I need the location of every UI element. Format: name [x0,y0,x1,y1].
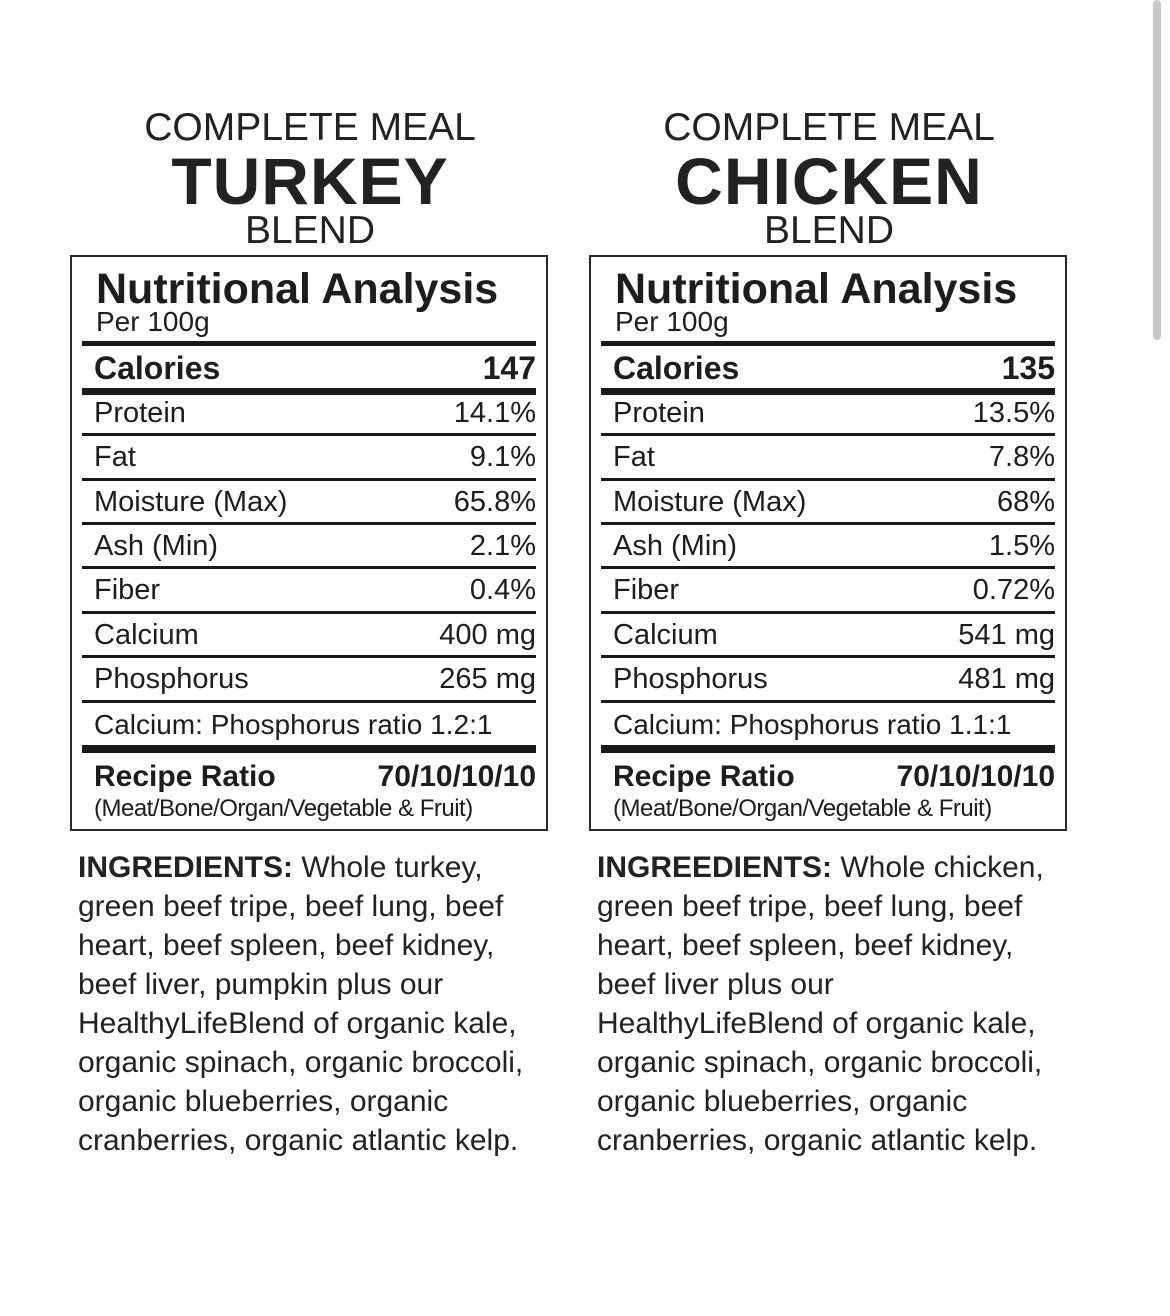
nutrient-row [94,393,536,433]
rule [82,655,536,658]
nutrient-value: 481 mg [958,663,1055,695]
rule [601,655,1055,658]
recipe-ratio-note: (Meat/Bone/Organ/Vegetable & Fruit) [94,795,473,822]
heading-protein: CHICKEN [675,144,983,218]
rule [82,700,536,703]
nutrient-row [94,659,536,699]
recipe-ratio-label: Recipe Ratio [94,760,276,793]
nutrient-label: Moisture (Max) [613,486,807,518]
nutrient-value: 9.1% [469,441,536,473]
nutrient-label: Ash (Min) [613,530,738,562]
nutrient-value: 265 mg [439,663,536,695]
heading-blend: BLEND [244,209,376,252]
rule-thick [82,745,536,753]
heading-complete-meal: COMPLETE MEAL [144,106,476,149]
nutrient-value: 0.72% [972,574,1055,606]
ca-p-ratio: Calcium: Phosphorus ratio 1.1:1 [613,709,1012,740]
nutrition-label [70,255,548,831]
rule [601,522,1055,525]
nutrient-value: 65.8% [453,486,536,518]
recipe-ratio-label: Recipe Ratio [613,760,795,793]
calories-value: 147 [482,350,536,386]
calories-row [94,348,536,388]
rule [82,522,536,525]
calories-label: Calories [94,350,221,386]
heading-blend: BLEND [763,209,895,252]
rule [601,700,1055,703]
nutrient-value: 13.5% [972,397,1055,429]
nutrition-label [589,255,1067,831]
rule-thick [82,341,536,346]
ca-p-ratio: Calcium: Phosphorus ratio 1.2:1 [94,709,493,740]
ingredients [78,848,548,1160]
nutrient-row [613,393,1055,433]
nutrient-value: 14.1% [453,397,536,429]
nutrient-row [94,526,536,566]
nutrient-value: 400 mg [439,619,536,651]
nutrient-label: Protein [613,397,705,429]
nutrient-value: 68% [996,486,1055,518]
scrollbar[interactable] [1153,0,1161,340]
heading-protein: TURKEY [171,144,449,218]
nutrient-value: 7.8% [988,441,1055,473]
nutrient-row [613,659,1055,699]
nutrient-label: Calcium [613,619,718,651]
recipe-ratio-note: (Meat/Bone/Organ/Vegetable & Fruit) [613,795,992,822]
nutrient-value: 541 mg [958,619,1055,651]
nutrient-row [94,482,536,522]
calories-row [613,348,1055,388]
rule [601,478,1055,481]
rule-thick [601,341,1055,346]
ingredients-label: INGREDIENTS: [78,851,294,884]
rule [601,433,1055,436]
rule-thick [601,745,1055,753]
nutrient-row [613,526,1055,566]
nutrient-row [613,570,1055,610]
rule [82,611,536,614]
recipe-ratio-row [94,757,536,797]
nutrient-label: Moisture (Max) [94,486,288,518]
rule [82,433,536,436]
nutrient-row [613,615,1055,655]
recipe-ratio-value: 70/10/10/10 [377,760,536,793]
nutrient-label: Protein [94,397,186,429]
ingredients-text: Whole turkey, green beef tripe, beef lung, beef heart, beef spleen, beef kidney, beef liver, pumpkin plus our HealthyLifeBlend of organic kale, organic spinach, organic broccoli, organic blueberries, organic cranberries, organic atlantic kelp. [78,851,524,1157]
nutrient-label: Ash (Min) [94,530,219,562]
ingredients [597,848,1067,1160]
nutrient-row [94,615,536,655]
calories-value: 135 [1001,350,1055,386]
nutrient-label: Calcium [94,619,199,651]
nutrition-title: Nutritional Analysis [615,265,1018,313]
nutrient-label: Fiber [613,574,680,606]
nutrient-row [613,437,1055,477]
nutrient-row [613,482,1055,522]
rule [601,566,1055,569]
nutrient-label: Phosphorus [94,663,249,695]
heading-complete-meal: COMPLETE MEAL [663,106,995,149]
nutrient-value: 0.4% [469,574,536,606]
recipe-ratio-row [613,757,1055,797]
nutrient-label: Fiber [94,574,161,606]
nutrient-label: Fat [613,441,655,473]
ingredients-label: INGREEDIENTS: [597,851,833,884]
nutrition-per: Per 100g [96,306,210,337]
nutrient-value: 1.5% [988,530,1055,562]
nutrient-label: Fat [94,441,136,473]
ingredients-text: Whole chicken, green beef tripe, beef lung, beef heart, beef spleen, beef kidney, beef liver plus our HealthyLifeBlend of organic kale, organic spinach, organic broccoli, organic blueberries, organic cranberries, organic atlantic kelp. [597,851,1044,1157]
rule [82,566,536,569]
nutrient-label: Phosphorus [613,663,768,695]
rule [82,478,536,481]
nutrient-row [94,570,536,610]
calories-label: Calories [613,350,740,386]
rule [601,611,1055,614]
recipe-ratio-value: 70/10/10/10 [896,760,1055,793]
nutrition-per: Per 100g [615,306,729,337]
nutrition-title: Nutritional Analysis [96,265,499,313]
nutrient-row [94,437,536,477]
nutrient-value: 2.1% [469,530,536,562]
